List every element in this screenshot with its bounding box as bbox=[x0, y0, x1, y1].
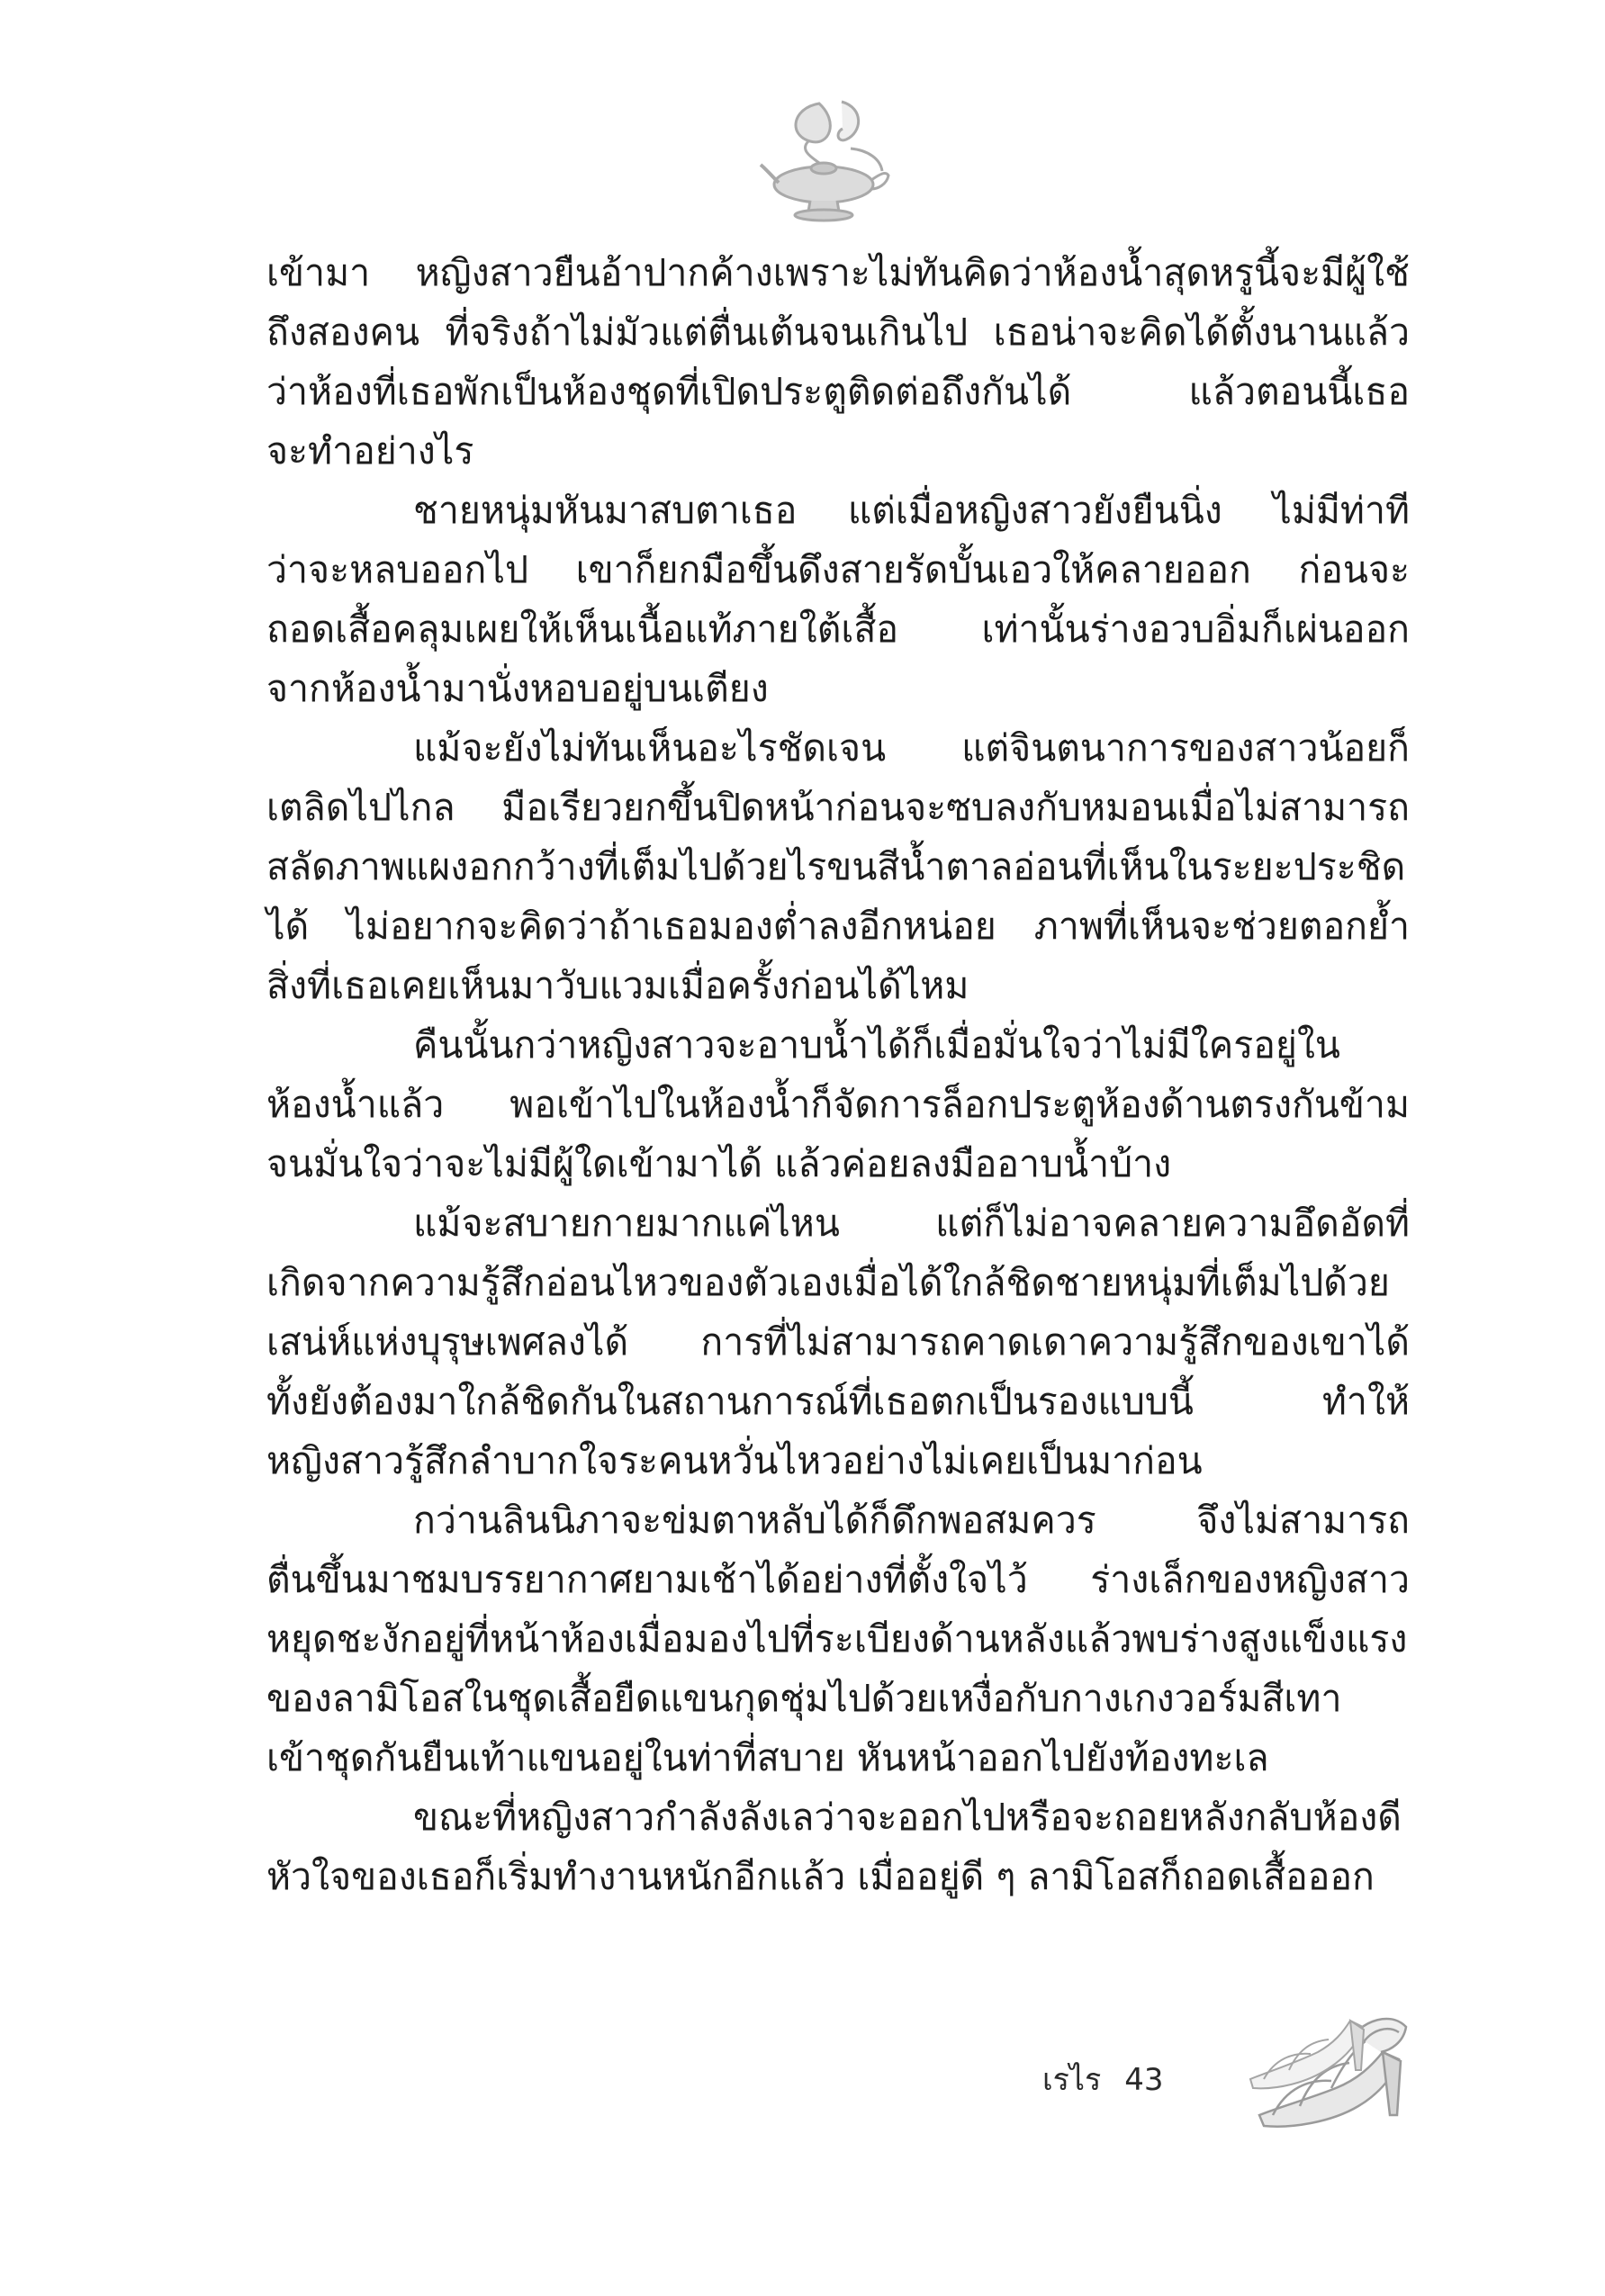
text-line: ว่าจะหลบออกไป เขาก็ยกมือขึ้นดึงสายรัดบั้นเอวให้คลายออก ก่อนจะ bbox=[266, 548, 1410, 591]
text-line: จากห้องน้ำมานั่งหอบอยู่บนเตียง bbox=[266, 667, 769, 710]
text-line: ว่าห้องที่เธอพักเป็นห้องชุดที่เปิดประตูติดต่อถึงกันได้ แล้วตอนนี้เธอ bbox=[266, 370, 1410, 413]
magic-lamp-icon bbox=[756, 86, 891, 225]
text-line: แม้จะสบายกายมากแค่ไหน แต่ก็ไม่อาจคลายความอึดอัดที่ bbox=[413, 1202, 1410, 1245]
body-text bbox=[266, 243, 1410, 1906]
text-line: หัวใจของเธอก็เริ่มทำงานหนักอีกแล้ว เมื่ออยู่ดี ๆ ลามิโอสก็ถอดเสื้อออก bbox=[266, 1855, 1375, 1898]
running-title: เรไร bbox=[1042, 2062, 1102, 2098]
text-line: ตื่นขึ้นมาชมบรรยากาศยามเช้าได้อย่างที่ตั้งใจไว้ ร่างเล็กของหญิงสาว bbox=[266, 1558, 1410, 1601]
text-line: เข้ามา หญิงสาวยืนอ้าปากค้างเพราะไม่ทันคิดว่าห้องน้ำสุดหรูนี้จะมีผู้ใช้ bbox=[266, 251, 1410, 294]
text-line: ขณะที่หญิงสาวกำลังลังเลว่าจะออกไปหรือจะถอยหลังกลับห้องดี bbox=[413, 1796, 1402, 1839]
text-line: ถึงสองคน ที่จริงถ้าไม่มัวแต่ตื่นเต้นจนเกินไป เธอน่าจะคิดได้ตั้งนานแล้ว bbox=[266, 311, 1410, 354]
text-line: หญิงสาวรู้สึกลำบากใจระคนหวั่นไหวอย่างไม่เคยเป็นมาก่อน bbox=[266, 1439, 1203, 1482]
text-line: ชายหนุ่มหันมาสบตาเธอ แต่เมื่อหญิงสาวยังยืนนิ่ง ไม่มีท่าที bbox=[413, 489, 1410, 532]
text-line: สลัดภาพแผงอกกว้างที่เต็มไปด้วยไรขนสีน้ำตาลอ่อนที่เห็นในระยะประชิด bbox=[266, 845, 1406, 888]
page-number: 43 bbox=[1124, 2062, 1164, 2098]
text-line: ถอดเสื้อคลุมเผยให้เห็นเนื้อแท้ภายใต้เสื้อ เท่านั้นร่างอวบอิ่มก็เผ่นออก bbox=[266, 608, 1410, 651]
text-line: เข้าชุดกันยืนเท้าแขนอยู่ในท่าที่สบาย หันหน้าออกไปยังท้องทะเล bbox=[266, 1736, 1269, 1779]
text-line: กว่านลินนิภาจะข่มตาหลับได้ก็ดึกพอสมควร จึงไม่สามารถ bbox=[413, 1499, 1410, 1542]
text-line: เกิดจากความรู้สึกอ่อนไหวของตัวเองเมื่อได้ใกล้ชิดชายหนุ่มที่เต็มไปด้วย bbox=[266, 1261, 1390, 1304]
text-line: จะทำอย่างไร bbox=[266, 429, 474, 473]
text-line: คืนนั้นกว่าหญิงสาวจะอาบน้ำได้ก็เมื่อมั่นใจว่าไม่มีใครอยู่ใน bbox=[413, 1023, 1340, 1067]
text-line: ทั้งยังต้องมาใกล้ชิดกันในสถานการณ์ที่เธอตกเป็นรองแบบนี้ ทำให้ bbox=[266, 1380, 1410, 1423]
text-line: สิ่งที่เธอเคยเห็นมาวับแวมเมื่อครั้งก่อนได้ไหม bbox=[266, 964, 969, 1007]
text-line: เสน่ห์แห่งบุรุษเพศลงได้ การที่ไม่สามารถคาดเดาความรู้สึกของเขาได้ bbox=[266, 1320, 1410, 1364]
text-line: เตลิดไปไกล มือเรียวยกขึ้นปิดหน้าก่อนจะซบลงกับหมอนเมื่อไม่สามารถ bbox=[266, 786, 1410, 829]
text-line: หยุดชะงักอยู่ที่หน้าห้องเมื่อมองไปที่ระเบียงด้านหลังแล้วพบร่างสูงแข็งแรง bbox=[266, 1617, 1408, 1661]
text-line: ห้องน้ำแล้ว พอเข้าไปในห้องน้ำก็จัดการล็อกประตูห้องด้านตรงกันข้าม bbox=[266, 1083, 1410, 1126]
text-line: ของลามิโอสในชุดเสื้อยืดแขนกุดชุ่มไปด้วยเหงื่อกับกางเกงวอร์มสีเทา bbox=[266, 1677, 1342, 1720]
text-line: จนมั่นใจว่าจะไม่มีผู้ใดเข้ามาได้ แล้วค่อยลงมืออาบน้ำบ้าง bbox=[266, 1142, 1172, 1185]
text-line: แม้จะยังไม่ทันเห็นอะไรชัดเจน แต่จินตนาการของสาวน้อยก็ bbox=[413, 726, 1410, 770]
high-heel-sandal-icon bbox=[1246, 1980, 1417, 2138]
text-line: ได้ ไม่อยากจะคิดว่าถ้าเธอมองต่ำลงอีกหน่อย ภาพที่เห็นจะช่วยตอกย้ำ bbox=[266, 905, 1410, 948]
page-footer bbox=[1042, 2055, 1164, 2103]
